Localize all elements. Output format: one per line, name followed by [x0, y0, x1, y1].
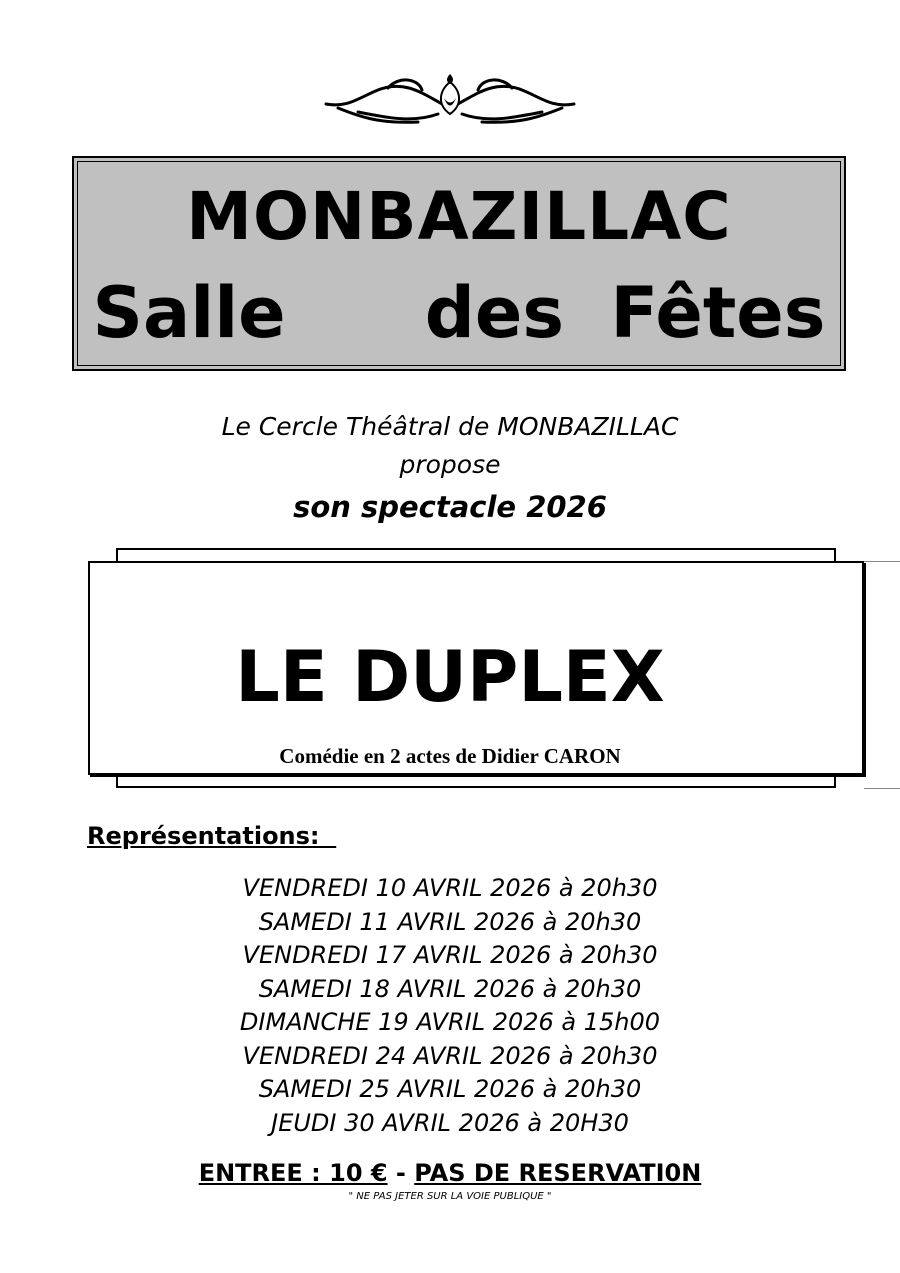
performance-date: JEUDI 30 AVRIL 2026 à 20H30	[271, 1108, 629, 1137]
entry-line	[0, 1159, 900, 1187]
flourish-ornament-icon	[318, 68, 582, 130]
entry-price: ENTREE : 10 €	[198, 1159, 388, 1187]
performance-date: SAMEDI 25 AVRIL 2026 à 20h30	[258, 1075, 642, 1103]
performance-date: VENDREDI 17 AVRIL 2026 à 20h30	[242, 941, 658, 969]
show-title: LE DUPLEX	[235, 636, 665, 718]
frame-edge-line	[864, 561, 900, 562]
venue-town: MONBAZILLAC	[186, 178, 732, 255]
frame-edge-line	[864, 788, 900, 789]
performances-heading: Représentations:	[87, 822, 337, 850]
performance-date: DIMANCHE 19 AVRIL 2026 à 15h00	[239, 1008, 661, 1036]
performance-date: SAMEDI 11 AVRIL 2026 à 20h30	[258, 907, 642, 936]
performance-dates-list	[0, 872, 900, 1140]
litter-notice: " NE PAS JETER SUR LA VOIE PUBLIQUE "	[348, 1191, 552, 1202]
show-subtitle: Comédie en 2 actes de Didier CARON	[279, 744, 621, 768]
performance-date: VENDREDI 10 AVRIL 2026 à 20h30	[242, 874, 658, 902]
performance-date: SAMEDI 18 AVRIL 2026 à 20h30	[258, 974, 642, 1003]
intro-show-year: son spectacle 2026	[293, 490, 607, 524]
venue-hall: Salle des Fêtes	[92, 272, 826, 354]
performance-date: VENDREDI 24 AVRIL 2026 à 20h30	[242, 1041, 658, 1070]
entry-separator: -	[387, 1159, 415, 1187]
reservation-note: PAS DE RESERVATI0N	[414, 1159, 702, 1187]
intro-proposes: propose	[399, 450, 501, 479]
intro-organizer: Le Cercle Théâtral de MONBAZILLAC	[221, 412, 679, 441]
venue-banner	[72, 156, 846, 371]
